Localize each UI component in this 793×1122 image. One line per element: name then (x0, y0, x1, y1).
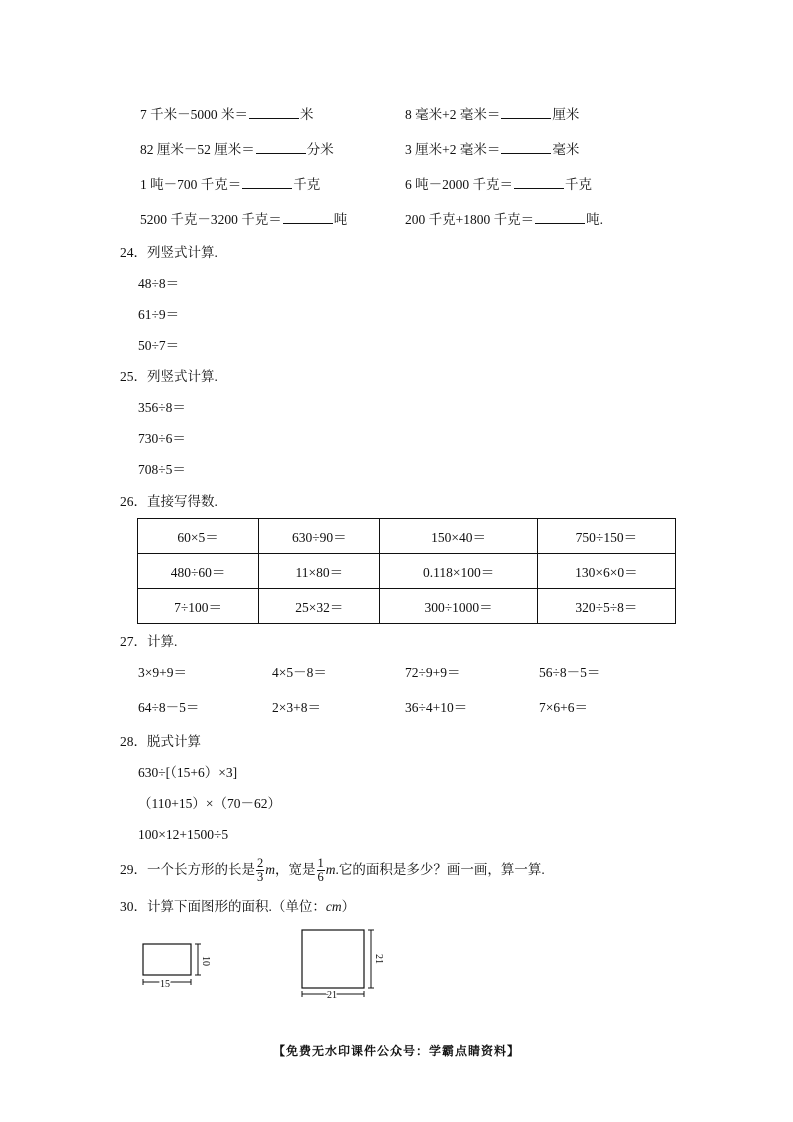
q24-item: 50÷7＝ (138, 338, 180, 353)
fraction: $\frac{2}{3}$ (257, 856, 264, 885)
answer-blank[interactable] (283, 211, 333, 224)
square-height-label: 21 (373, 954, 384, 964)
q26-table (137, 518, 676, 624)
q25-item: 708÷5＝ (138, 462, 186, 477)
rect-width-label: 15 (160, 979, 170, 990)
answer-blank[interactable] (256, 141, 306, 154)
table-cell: 0.118×100＝ (380, 554, 537, 589)
q27-item: 7×6+6＝ (539, 700, 588, 715)
answer-blank[interactable] (249, 106, 299, 119)
q25-heading: 25．列竖式计算. (120, 369, 218, 384)
table-cell: 750÷150＝ (537, 519, 675, 554)
q24-item: 48÷8＝ (138, 276, 180, 291)
q30-heading: 30．计算下面图形的面积.（单位：cm） (120, 899, 356, 914)
table-cell: 480÷60＝ (138, 554, 259, 589)
answer-blank[interactable] (535, 211, 585, 224)
q29-text: 29．一个长方形的长是 $\frac{2}{3}$ m，宽是 $\frac{1}{6}$ m.它的面积是多少？画一画，算一算. (120, 856, 545, 885)
q28-item: 630÷[（15+6）×3] (138, 765, 238, 780)
q25-item: 356÷8＝ (138, 400, 186, 415)
q24-item: 61÷9＝ (138, 307, 180, 322)
q30-figures (130, 925, 400, 1005)
answer-blank[interactable] (514, 176, 564, 189)
table-cell: 150×40＝ (380, 519, 537, 554)
q25-item: 730÷6＝ (138, 431, 186, 446)
q27-item: 64÷8－5＝ (138, 700, 200, 715)
q28-item: （110+15）×（70－62） (138, 796, 281, 811)
rect-height-label: 10 (200, 956, 211, 966)
rectangle-figure (143, 944, 211, 990)
q23-left-0: 7 千米－5000 米＝ 米 (140, 107, 314, 122)
table-cell: 300÷1000＝ (380, 589, 537, 624)
table-cell: 11×80＝ (259, 554, 380, 589)
q26-heading: 26．直接写得数. (120, 494, 218, 509)
answer-blank[interactable] (501, 106, 551, 119)
square-figure (302, 930, 384, 1001)
table-row (138, 554, 676, 589)
q23-right-2: 6 吨－2000 千克＝ 千克 (405, 177, 592, 192)
table-cell: 25×32＝ (259, 589, 380, 624)
table-row (138, 519, 676, 554)
answer-blank[interactable] (501, 141, 551, 154)
q23-right-3: 200 千克+1800 千克＝ 吨. (405, 212, 603, 227)
table-cell: 7÷100＝ (138, 589, 259, 624)
q27-heading: 27．计算. (120, 634, 178, 649)
table-cell: 320÷5÷8＝ (537, 589, 675, 624)
q27-item: 3×9+9＝ (138, 665, 187, 680)
q27-item: 72÷9+9＝ (405, 665, 461, 680)
q28-item: 100×12+1500÷5 (138, 827, 229, 842)
table-cell: 630÷90＝ (259, 519, 380, 554)
table-row (138, 589, 676, 624)
table-cell: 130×6×0＝ (537, 554, 675, 589)
table-cell: 60×5＝ (138, 519, 259, 554)
page-footer: 【免费无水印课件公众号：学霸点睛资料】 (272, 1044, 520, 1058)
q27-item: 56÷8－5＝ (539, 665, 601, 680)
q23-left-1: 82 厘米－52 厘米＝ 分米 (140, 142, 334, 157)
q23-right-0: 8 毫米+2 毫米＝ 厘米 (405, 107, 580, 122)
q27-item: 4×5－8＝ (272, 665, 327, 680)
q23-left-3: 5200 千克－3200 千克＝ 吨 (140, 212, 348, 227)
q27-item: 2×3+8＝ (272, 700, 321, 715)
q24-heading: 24．列竖式计算. (120, 245, 218, 260)
q23-right-1: 3 厘米+2 毫米＝ 毫米 (405, 142, 580, 157)
q28-heading: 28．脱式计算 (120, 734, 201, 749)
square-width-label: 21 (327, 990, 337, 1001)
q23-left-2: 1 吨－700 千克＝ 千克 (140, 177, 321, 192)
answer-blank[interactable] (242, 176, 292, 189)
fraction: $\frac{1}{6}$ (317, 856, 324, 885)
q27-item: 36÷4+10＝ (405, 700, 468, 715)
